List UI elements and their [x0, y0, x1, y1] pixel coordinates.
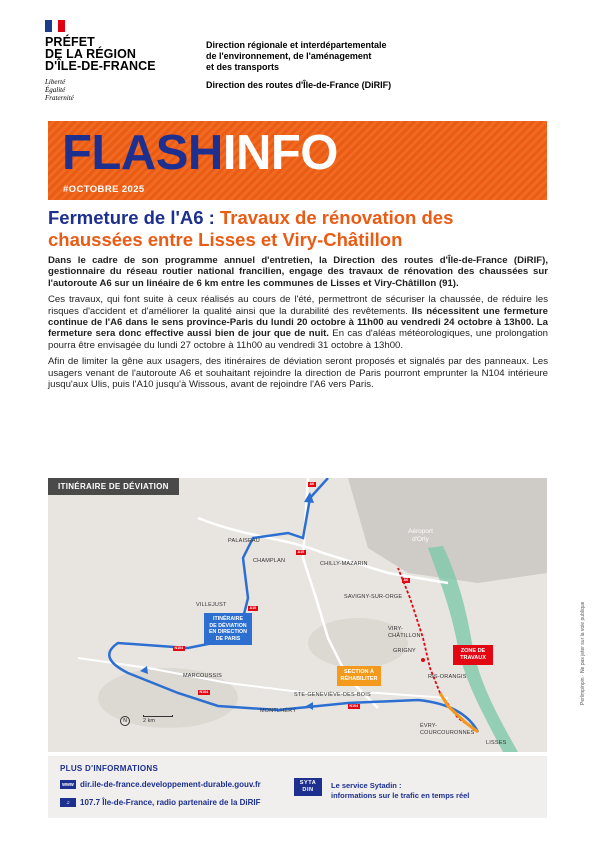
- place-evry-2: COURCOURONNES: [420, 730, 475, 736]
- article-body: [48, 255, 548, 395]
- sytadin-line-1: Le service Sytadin :: [331, 781, 402, 790]
- prefecture-logo-text: [45, 36, 156, 72]
- callout-section-2: RÉHABILITER: [340, 676, 378, 682]
- paragraph-intro: Dans le cadre de son programme annuel d'entretien, la Direction des routes d'Île-de-France (DiRIF), gestionnaire du réseau routier national francilien, engage des travaux de rénovation des chaussées sur l'autoroute A6 sur un linéaire de 6 km entre les communes de Lisses et Viry-Châtillon (91).: [48, 255, 548, 289]
- place-grigny: GRIGNY: [393, 648, 416, 654]
- callout-deviation-3: EN DIRECTION: [209, 629, 247, 635]
- place-ris-orangis: RIS-ORANGIS: [428, 674, 467, 680]
- motto-egalite: Égalité: [45, 86, 66, 94]
- banner-title: [62, 127, 338, 179]
- callout-deviation-4: DE PARIS: [215, 635, 241, 642]
- sytadin-text: [331, 781, 469, 801]
- more-info-footer: [48, 756, 547, 818]
- sytadin-logo-1: SYTA: [299, 780, 317, 786]
- flash-info-banner: [48, 121, 547, 200]
- road-label: A6: [309, 482, 315, 486]
- motto-liberte: Liberté: [45, 78, 66, 86]
- republic-motto: [45, 78, 74, 102]
- sytadin-logo-2: DIN: [302, 787, 314, 793]
- page-title: [48, 207, 548, 251]
- republic-line-2: DE LA RÉGION: [45, 47, 137, 61]
- place-montlhery: MONTLHÉRY: [260, 708, 297, 714]
- road-label: A6: [403, 578, 409, 582]
- scale-bar: [143, 715, 173, 717]
- compass-icon: N: [120, 716, 130, 726]
- place-viry-2: CHÂTILLON: [388, 633, 421, 639]
- vertical-notice: Perlimpinpin · Ne pas jeter sur la voie publique: [580, 601, 586, 705]
- road-label: N104: [199, 690, 209, 694]
- republic-line-3: D'ÎLE-DE-FRANCE: [45, 59, 156, 73]
- direction-line-2: de l'environnement, de l'aménagement: [206, 51, 372, 61]
- place-marcoussis: MARCOUSSIS: [183, 673, 222, 679]
- place-sgdb: STE-GENEVIÈVE-DES-BOIS: [294, 692, 371, 698]
- road-label: A10: [297, 550, 305, 554]
- republic-flag-icon: [45, 20, 65, 32]
- map-scale: [143, 715, 173, 724]
- header: [0, 0, 595, 118]
- road-label: N104: [349, 704, 359, 708]
- paragraph-details-b: Ils nécessitent une fermeture continue de l'A6 dans le sens province-Paris du lundi 20 octobre à 11h00 au vendredi 24 octobre à 13h00. La fermeture sera donc effective aussi bien de jour que de nuit.: [48, 305, 548, 340]
- paragraph-details-c: En cas d'aléas météorologiques, une prolongation pourra être envisagée du lundi 27 octobre à 11h00 au vendredi 31 octobre à 13h00.: [48, 328, 549, 351]
- radio-text: 107.7 Île-de-France, radio partenaire de la DiRIF: [80, 798, 261, 807]
- callout-deviation-1: ITINÉRAIRE: [212, 616, 244, 622]
- banner-date: #OCTOBRE 2025: [63, 184, 145, 195]
- place-viry-1: VIRY-: [388, 626, 404, 632]
- scale-label: 2 km: [143, 718, 155, 724]
- republic-line-1: PRÉFET: [45, 35, 95, 49]
- road-label: A10: [249, 606, 257, 610]
- callout-zone-1: ZONE DE: [460, 648, 486, 654]
- airport-label: [408, 528, 433, 544]
- place-lisses: LISSES: [486, 740, 507, 746]
- radio-icon: ♫: [60, 798, 76, 807]
- place-savigny: SAVIGNY-SUR-ORGE: [344, 594, 403, 600]
- website-url[interactable]: dir.ile-de-france.developpement-durable.gouv.fr: [80, 780, 261, 789]
- place-champlan: CHAMPLAN: [253, 558, 286, 564]
- direction-line-1: Direction régionale et interdépartementale: [206, 40, 387, 50]
- place-palaiseau: PALAISEAU: [228, 538, 260, 544]
- deviation-map: [48, 478, 547, 752]
- direction-line-3: et des transports: [206, 62, 280, 72]
- place-evry-1: ÉVRY-: [420, 723, 438, 729]
- radio-info: [60, 798, 261, 807]
- work-zone-marker: [421, 658, 425, 662]
- map-drawing: [48, 478, 547, 752]
- banner-info: INFO: [222, 126, 338, 180]
- callout-deviation: [204, 613, 252, 645]
- sytadin-logo: [294, 778, 322, 796]
- paragraph-details-a: Ces travaux, qui font suite à ceux réalisés au cours de l'été, permettront de sécuriser la chaussée, de réduire les risques d'accident et d'améliorer la qualité ainsi que la durabilité des revêtements.: [48, 294, 548, 317]
- road-label: N104: [174, 646, 184, 650]
- place-chilly: CHILLY-MAZARIN: [320, 561, 368, 567]
- title-part-2: Travaux de rénovation des chaussées entre Lisses et Viry-Châtillon: [48, 207, 454, 250]
- direction-block: [206, 40, 456, 91]
- footer-title: PLUS D'INFORMATIONS: [60, 764, 159, 773]
- website-link[interactable]: [60, 780, 261, 789]
- title-part-1: Fermeture de l'A6 :: [48, 207, 220, 228]
- place-evry: [420, 723, 475, 737]
- globe-icon: www: [60, 780, 76, 789]
- sytadin-line-2: informations sur le trafic en temps réel: [331, 791, 470, 800]
- airport-label-1: Aéroport: [408, 528, 433, 535]
- callout-section: [337, 666, 381, 686]
- callout-deviation-2: DE DÉVIATION: [209, 622, 247, 629]
- banner-flash: FLASH: [62, 126, 223, 180]
- map-tag: ITINÉRAIRE DE DÉVIATION: [48, 478, 179, 495]
- callout-zone-2: TRAVAUX: [460, 655, 486, 661]
- paragraph-details: [48, 294, 548, 351]
- callout-section-1: SECTION À: [344, 669, 374, 675]
- place-viry: [388, 626, 421, 640]
- motto-fraternite: Fraternité: [45, 94, 74, 102]
- paragraph-deviation: Afin de limiter la gêne aux usagers, des itinéraires de déviation seront proposés et signalés par des panneaux. Les usagers venant de l'autoroute A6 et souhaitant rejoindre la direction de Paris pourront emprunter la N104 intérieure jusqu'aux Ulis, puis l'A10 jusqu'à Wissous, avant de rejoindre l'A6 vers Paris.: [48, 356, 548, 391]
- place-villejust: VILLEJUST: [196, 602, 227, 608]
- airport-label-2: d'Orly: [412, 536, 429, 543]
- direction-arrow-icon: [306, 702, 313, 710]
- dirif-name: Direction des routes d'Île-de-France (DiRIF): [206, 80, 392, 90]
- callout-work-zone: [453, 645, 493, 665]
